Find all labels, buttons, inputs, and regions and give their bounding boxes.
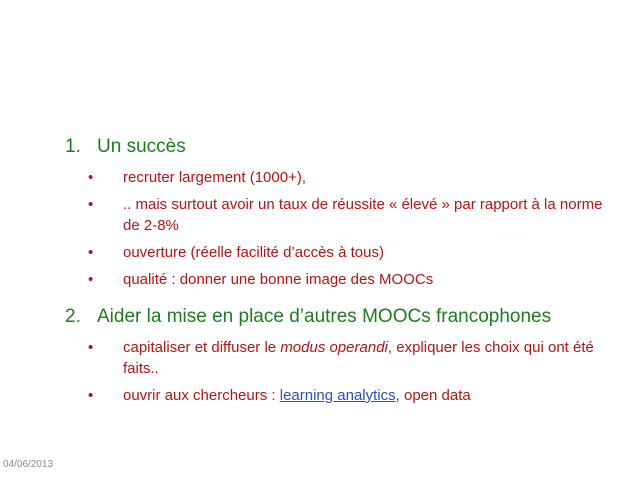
sub-item-text: [123, 385, 608, 406]
list-item-1: [65, 136, 186, 158]
sub-item-text: ouverture (réelle facilité d’accès à tous): [123, 244, 384, 261]
bullet-icon: •: [88, 271, 94, 288]
sub-item-text: qualité : donner une bonne image des MOOCs: [123, 271, 434, 288]
sub-item: [88, 337, 608, 379]
sub-item: [88, 194, 608, 236]
bullet-icon: •: [88, 196, 94, 213]
sub-item: [88, 167, 608, 188]
sub-item-text-pre: capitaliser et diffuser le: [123, 339, 281, 356]
list-number: 1.: [65, 136, 81, 157]
bullet-icon: •: [88, 244, 94, 261]
bullet-icon: •: [88, 169, 94, 186]
slide-date: 04/06/2013: [3, 459, 54, 470]
learning-analytics-link[interactable]: learning analytics: [279, 387, 396, 404]
sub-item-text: recruter largement (1000+),: [123, 169, 307, 186]
sub-item-text: .. mais surtout avoir un taux de réussite « élevé » par rapport à la norme de 2-8%: [123, 196, 603, 234]
sub-item-text-post: , expliquer les choix qui ont été faits..: [123, 339, 594, 377]
bullet-icon: •: [88, 387, 94, 404]
bullet-icon: •: [88, 339, 94, 356]
list-number: 2.: [65, 306, 81, 327]
sub-item: [88, 242, 608, 263]
sub-item-text-pre: ouvrir aux chercheurs :: [123, 387, 280, 404]
list-item-label: Aider la mise en place d’autres MOOCs francophones: [97, 306, 552, 327]
italic-term: modus operandi: [280, 339, 388, 356]
list-item-label: Un succès: [97, 136, 186, 157]
sub-item: [88, 269, 608, 290]
sub-item: [88, 385, 608, 406]
list-item-2: [65, 306, 551, 328]
sub-item-text: [123, 337, 608, 379]
sub-item-text-post: , open data: [395, 387, 471, 404]
